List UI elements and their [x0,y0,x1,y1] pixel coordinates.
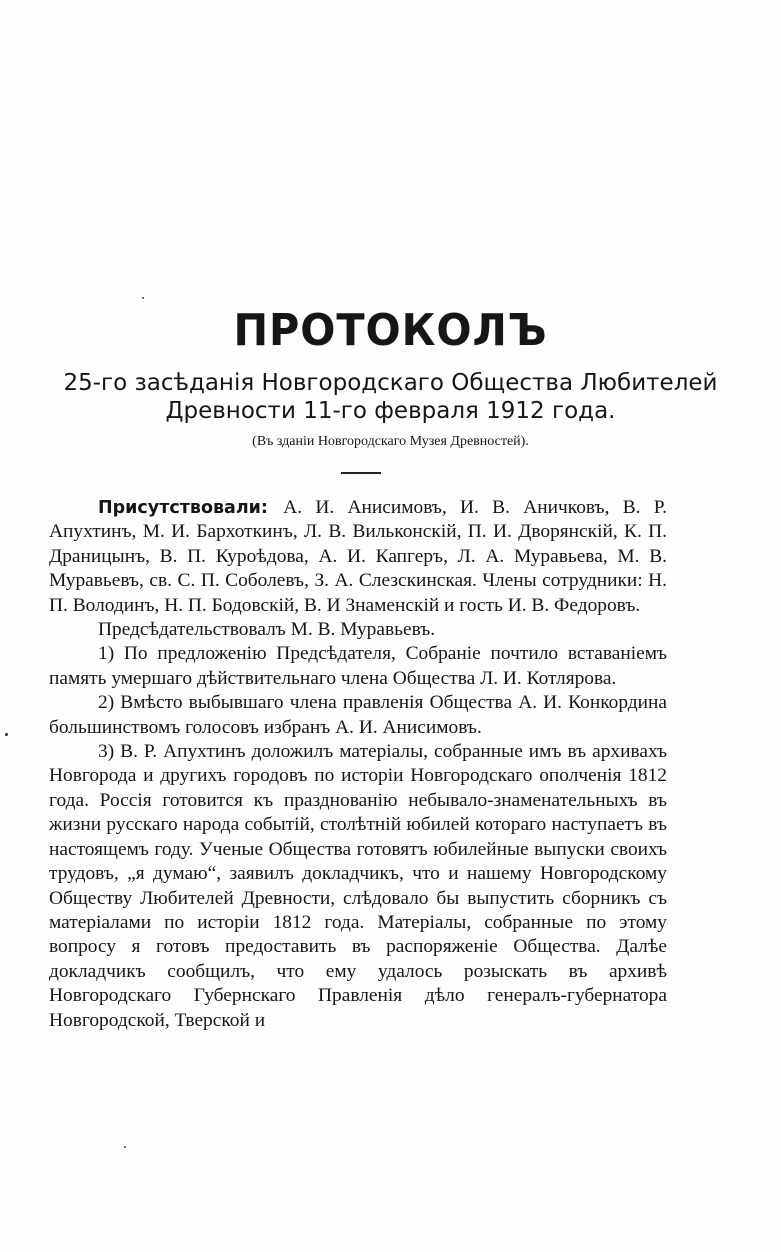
attendance-label: Присутствовали: [98,498,268,518]
scan-speck [124,1146,126,1148]
chair-paragraph: Предсѣдательствовалъ М. В. Муравьевъ. [98,619,436,641]
agenda-item-2: 2) Вмѣсто выбывшаго члена правленія Общества А. И. Конкордина большинствомъ голосовъ избранъ А. И. Анисимовъ. [49,692,667,738]
scan-speck [5,733,8,736]
subtitle-line-2: Древности 11-го февраля 1912 года. [165,398,616,424]
title-divider [341,472,381,474]
scan-speck [142,297,144,299]
document-title: ПРОТОКОЛЪ [233,305,548,356]
attendance-list: А. И. Анисимовъ, И. В. Аничковъ, В. Р. Апухтинъ, М. И. Бархоткинъ, Л. В. Вильконскій, П. И. Дворянскій, К. П. Драницынъ, В. П. Куроѣдова, А. И. Капгеръ, Л. А. Муравьева, М. В. Муравьевъ, св. С. П. Соболевъ, З. А. Слезскинская. Члены сотрудники: Н. П. Володинъ, Н. П. Бодовскій, В. И Знаменскій и гость И. В. Федоровъ. [49,497,667,616]
agenda-item-3: 3) В. Р. Апухтинъ доложилъ матеріалы, собранные имъ въ архивахъ Новгорода и другихъ городовъ по исторіи Новгородскаго ополченія 1812 года. Россія готовится къ празднованію небывало-знаменательныхъ въ жизни русскаго народа событій, столѣтній юбилей котораго наступаетъ въ настоящемъ году. Ученые Общества готовятъ юбилейные выпуски своихъ трудовъ, „я думаю“, заявилъ докладчикъ, что и нашему Новгородскому Обществу Любителей Древности, слѣдовало бы выпустить сборникъ съ матеріалами по исторіи 1812 года. Матеріалы, собранные по этому вопросу я готовъ предоставить въ распоряженіе Общества. Далѣе докладчикъ сообщилъ, что ему удалось розыскать въ архивѣ Новгородскаго Губернскаго Правленія дѣло генералъ-губернатора Новгородской, Тверской и [49,741,667,1031]
protocol-body [49,496,667,1033]
location-note: (Въ зданіи Новгородскаго Музея Древностей). [252,434,529,449]
attendance-paragraph [49,496,667,618]
agenda-item-1: 1) По предложенію Предсѣдателя, Собраніе почтило вставаніемъ память умершаго дѣйствительнаго члена Общества Л. И. Котлярова. [49,643,667,689]
subtitle-line-1: 25-го засѣданія Новгородскаго Общества Любителей [63,370,718,396]
